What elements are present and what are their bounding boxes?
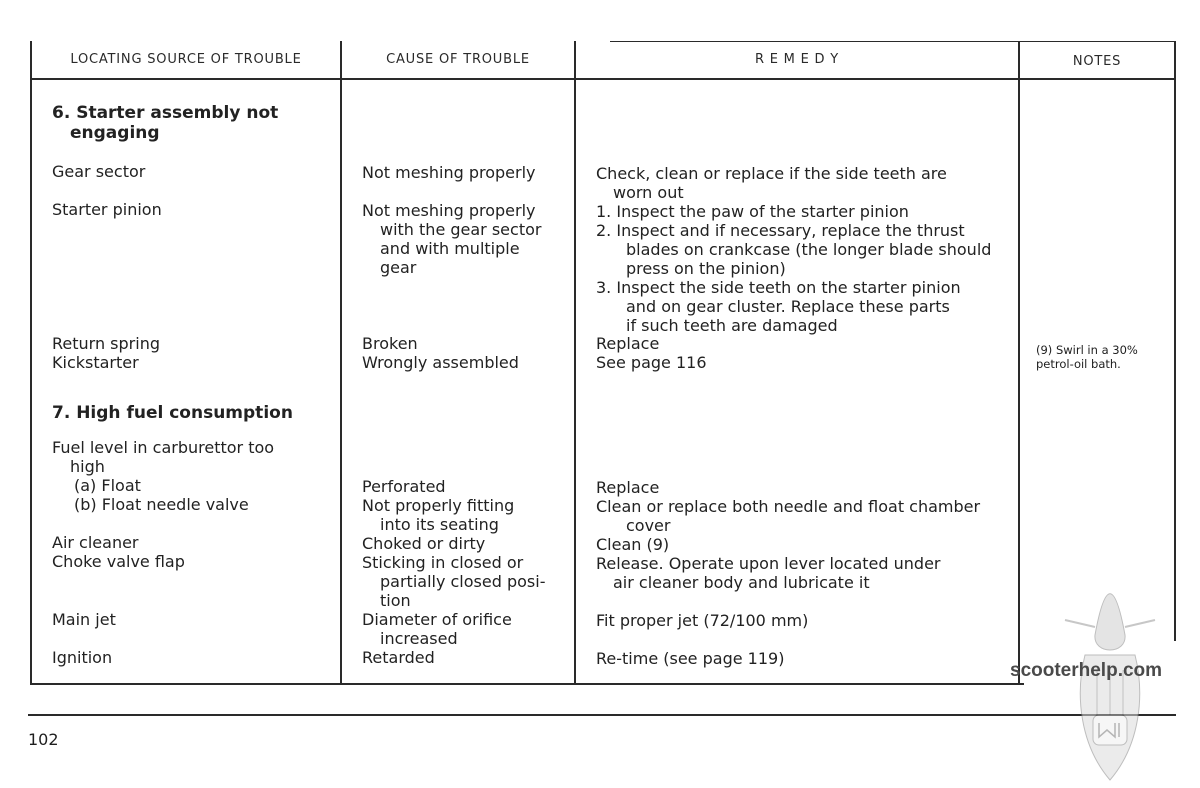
starter-pinion-remedy-3: 3. Inspect the side teeth on the starter pinion xyxy=(596,278,961,297)
float-label: (a) Float xyxy=(74,476,141,495)
gear-sector-remedy: Check, clean or replace if the side teeth are xyxy=(596,164,947,183)
air-cleaner-remedy: Clean (9) xyxy=(596,535,670,554)
choke-flap-cause-2: partially closed posi- xyxy=(380,572,546,591)
needle-valve-cause-1: Not properly fitting xyxy=(362,496,515,515)
section-6-title: 6. Starter assembly not xyxy=(52,103,279,123)
starter-pinion-remedy-3b: and on gear cluster. Replace these parts xyxy=(626,297,950,316)
column-divider-1 xyxy=(340,41,342,685)
starter-pinion-remedy-1: 1. Inspect the paw of the starter pinion xyxy=(596,202,909,221)
needle-valve-label: (b) Float needle valve xyxy=(74,495,249,514)
gear-sector-label: Gear sector xyxy=(52,162,146,181)
fuel-level-label: Fuel level in carburettor too xyxy=(52,438,275,457)
watermark-text: scooterhelp.com xyxy=(1010,660,1163,681)
float-remedy: Replace xyxy=(596,478,660,497)
float-cause: Perforated xyxy=(362,477,446,496)
ignition-remedy: Re-time (see page 119) xyxy=(596,649,785,668)
gear-sector-cause: Not meshing properly xyxy=(362,163,536,182)
note-9-line-1: (9) Swirl in a 30% xyxy=(1036,343,1138,357)
kickstarter-remedy: See page 116 xyxy=(596,353,707,372)
choke-flap-cause-1: Sticking in closed or xyxy=(362,553,524,572)
header-locating: LOCATING SOURCE OF TROUBLE xyxy=(70,52,302,67)
air-cleaner-cause: Choked or dirty xyxy=(362,534,486,553)
kickstarter-cause: Wrongly assembled xyxy=(362,353,519,372)
needle-valve-cause-2: into its seating xyxy=(380,515,499,534)
ignition-cause: Retarded xyxy=(362,648,435,667)
header-remedy: R E M E D Y xyxy=(754,52,840,67)
page-footer-rule xyxy=(28,714,1176,716)
column-divider-3 xyxy=(1018,41,1020,685)
note-9 xyxy=(1036,343,1138,371)
header-notes: NOTES xyxy=(1072,54,1122,69)
choke-flap-label: Choke valve flap xyxy=(52,552,185,571)
column-divider-left xyxy=(30,41,32,685)
ignition-label: Ignition xyxy=(52,648,113,667)
main-jet-cause-1: Diameter of orifice xyxy=(362,610,512,629)
table-top-rule-right xyxy=(610,41,1176,42)
gear-sector-remedy-cont: worn out xyxy=(613,183,684,202)
return-spring-remedy: Replace xyxy=(596,334,660,353)
starter-pinion-remedy-2c: press on the pinion) xyxy=(626,259,786,278)
starter-pinion-remedy-2b: blades on crankcase (the longer blade should xyxy=(626,240,992,259)
starter-pinion-cause-3: and with multiple xyxy=(380,239,520,258)
choke-flap-remedy-2: air cleaner body and lubricate it xyxy=(613,573,870,592)
needle-valve-remedy-2: cover xyxy=(626,516,671,535)
kickstarter-label: Kickstarter xyxy=(52,353,139,372)
main-jet-label: Main jet xyxy=(52,610,116,629)
choke-flap-cause-3: tion xyxy=(380,591,411,610)
starter-pinion-remedy-2: 2. Inspect and if necessary, replace the thrust xyxy=(596,221,965,240)
starter-pinion-cause-2: with the gear sector xyxy=(380,220,542,239)
column-divider-2 xyxy=(574,41,576,685)
column-divider-right xyxy=(1174,41,1176,641)
table-bottom-rule xyxy=(30,683,1024,685)
return-spring-cause: Broken xyxy=(362,334,418,353)
starter-pinion-cause-1: Not meshing properly xyxy=(362,201,536,220)
section-7-title: 7. High fuel consumption xyxy=(52,403,293,423)
note-9-line-2: petrol-oil bath. xyxy=(1036,357,1121,371)
air-cleaner-label: Air cleaner xyxy=(52,533,139,552)
return-spring-label: Return spring xyxy=(52,334,160,353)
main-jet-cause-2: increased xyxy=(380,629,458,648)
header-cause: CAUSE OF TROUBLE xyxy=(386,52,530,67)
header-bottom-rule xyxy=(30,78,1176,80)
section-6-title-cont: engaging xyxy=(70,123,160,143)
needle-valve-remedy-1: Clean or replace both needle and float chamber xyxy=(596,497,981,516)
starter-pinion-label: Starter pinion xyxy=(52,200,162,219)
page-number: 102 xyxy=(28,730,59,749)
starter-pinion-remedy-3c: if such teeth are damaged xyxy=(626,316,838,335)
fuel-level-label-cont: high xyxy=(70,457,105,476)
choke-flap-remedy-1: Release. Operate upon lever located under xyxy=(596,554,941,573)
main-jet-remedy: Fit proper jet (72/100 mm) xyxy=(596,611,809,630)
starter-pinion-cause-4: gear xyxy=(380,258,417,277)
